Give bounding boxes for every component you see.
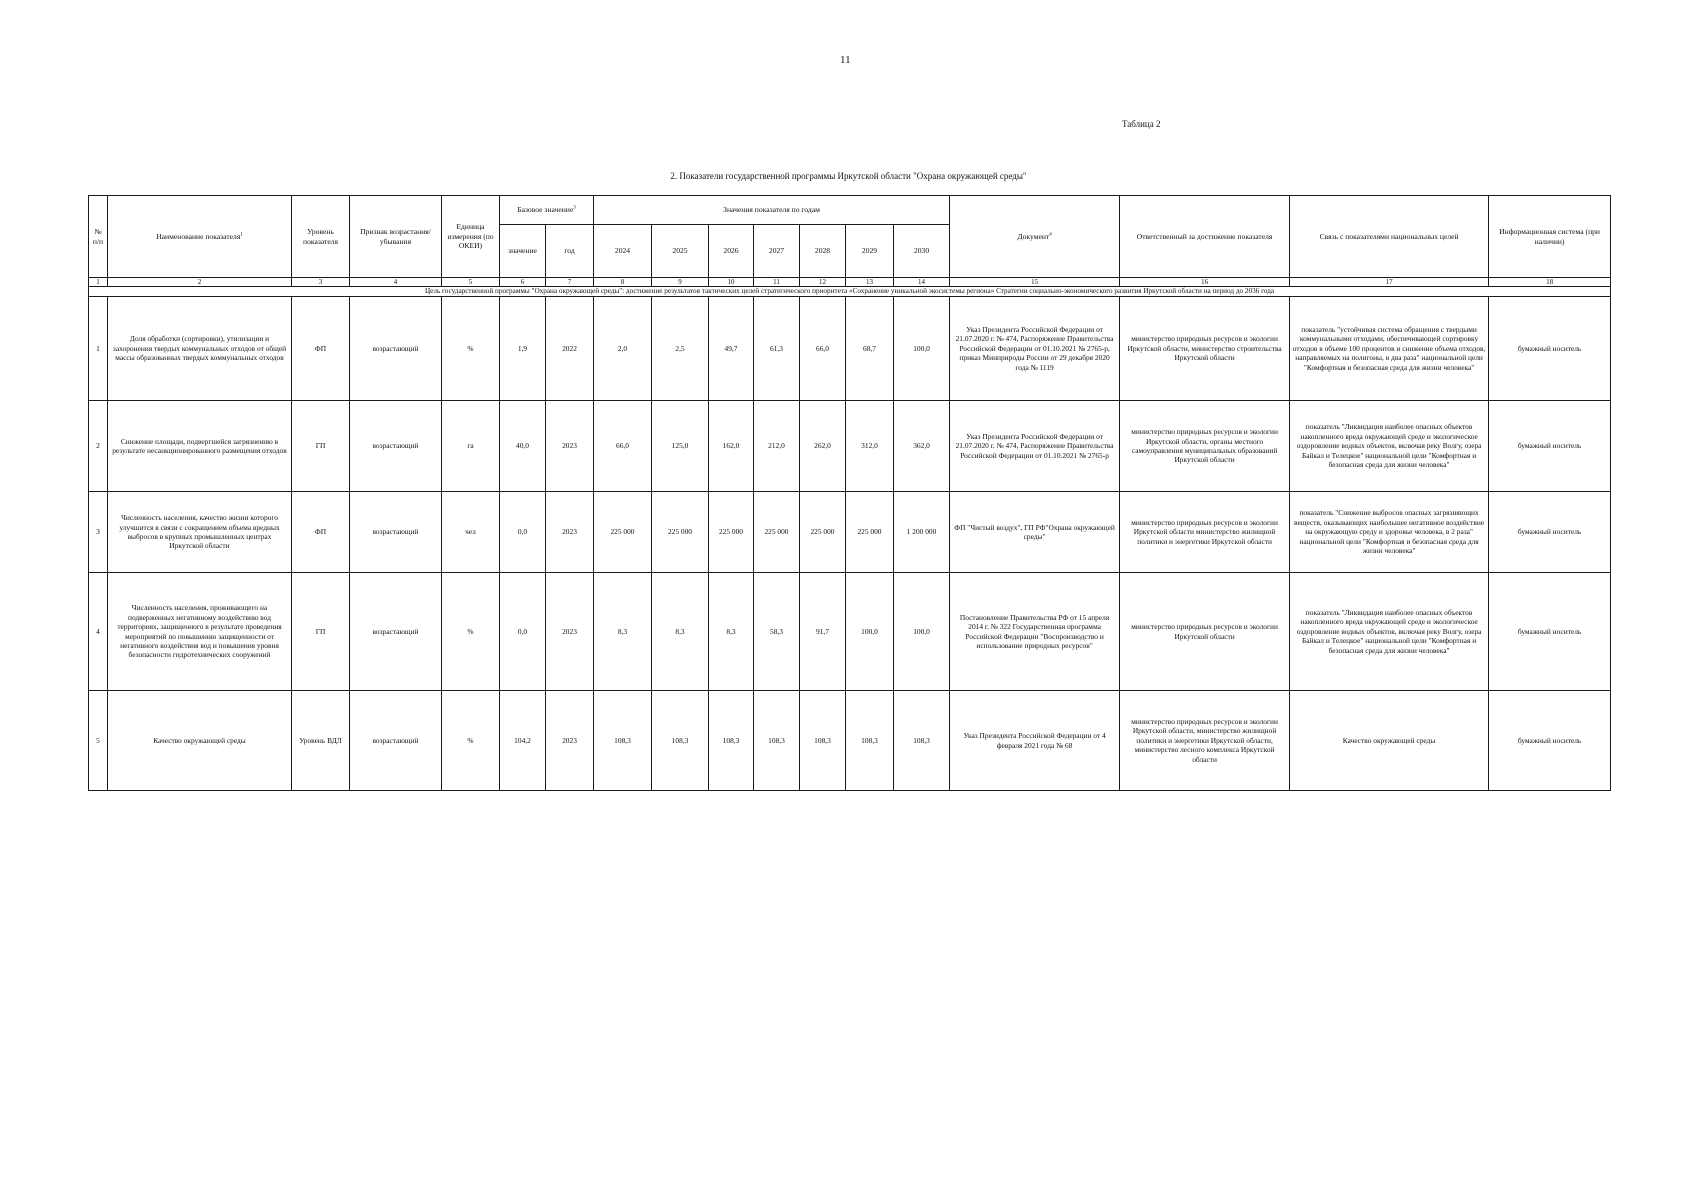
- document: ФП "Чистый воздух", ГП РФ"Охрана окружающей среды": [950, 492, 1120, 573]
- header-unit: Единица измерения (по ОКЕИ): [442, 196, 500, 278]
- row-num: 3: [89, 492, 108, 573]
- header-link: Связь с показателями национальных целей: [1290, 196, 1489, 278]
- info-system: бумажный носитель: [1489, 492, 1611, 573]
- base-year: 2022: [546, 297, 594, 401]
- value-2030: 1 200 000: [894, 492, 950, 573]
- table-row: [89, 492, 1611, 573]
- header-year-2030: 2030: [894, 225, 950, 278]
- table-row: [89, 401, 1611, 492]
- colnum: 7: [546, 278, 594, 287]
- document: Указ Президента Российской Федерации от 21.07.2020 г. № 474, Распоряжение Правительства Российской Федерации от 01.10.2021 № 2765-р: [950, 401, 1120, 492]
- national-goal-link: показатель "Ликвидация наиболее опасных объектов накопленного вреда окружающей среде и экологическое оздоровление водных объектов, включая реку Волгу, озера Байкал и Телецкое" национальной цели "Комфортная и безопасная среда для жизни человека": [1290, 401, 1489, 492]
- base-year: 2023: [546, 492, 594, 573]
- page-number: 11: [840, 54, 851, 66]
- value-2026: 108,3: [709, 691, 754, 791]
- indicator-level: ФП: [292, 492, 350, 573]
- header-by-years: Значения показателя по годам: [594, 196, 950, 225]
- value-2024: 8,3: [594, 573, 652, 691]
- table-title: 2. Показатели государственной программы Иркутской области "Охрана окружающей среды": [670, 171, 1027, 181]
- value-2028: 225 000: [800, 492, 846, 573]
- program-goal: Цель государственной программы "Охрана окружающей среды": достижение результатов тактических целей стратегического приоритета «Сохранение уникальной экосистемы региона» Стратегии социально-экономического развития Иркутской области на период до 2036 года: [89, 287, 1611, 297]
- indicator-name: Снижение площади, подвергшейся загрязнению в результате несанкционированного размещения отходов: [108, 401, 292, 492]
- value-2029: 312,0: [846, 401, 894, 492]
- colnum: 10: [709, 278, 754, 287]
- row-num: 5: [89, 691, 108, 791]
- table-row: [89, 691, 1611, 791]
- indicator-name: Численность населения, проживающего на подверженных негативному воздействию вод территориях, защищенного в результате проведения мероприятий по повышению защищенности от негативного воздействия вод и повышения уровня безопасности гидротехнических сооружений: [108, 573, 292, 691]
- header-responsible: Ответственный за достижение показателя: [1120, 196, 1290, 278]
- header-year-2028: 2028: [800, 225, 846, 278]
- table-row: [89, 573, 1611, 691]
- indicator-level: Уровень ВДЛ: [292, 691, 350, 791]
- base-year: 2023: [546, 573, 594, 691]
- value-2024: 225 000: [594, 492, 652, 573]
- header-year-2026: 2026: [709, 225, 754, 278]
- header-year-2027: 2027: [754, 225, 800, 278]
- value-2027: 225 000: [754, 492, 800, 573]
- indicator-unit: %: [442, 297, 500, 401]
- colnum: 18: [1489, 278, 1611, 287]
- indicator-trend: возрастающий: [350, 573, 442, 691]
- responsible: министерство природных ресурсов и экологии Иркутской области, органы местного самоуправления муниципальных образований Иркутской области: [1120, 401, 1290, 492]
- indicator-name: Численность населения, качество жизни которого улучшится в связи с сокращением объема вредных выбросов в крупных промышленных центрах Иркутской области: [108, 492, 292, 573]
- goal-row: [89, 287, 1611, 297]
- value-2026: 225 000: [709, 492, 754, 573]
- value-2029: 68,7: [846, 297, 894, 401]
- indicator-trend: возрастающий: [350, 691, 442, 791]
- indicator-level: ГП: [292, 573, 350, 691]
- value-2026: 162,0: [709, 401, 754, 492]
- value-2029: 100,0: [846, 573, 894, 691]
- document: Указ Президента Российской Федерации от 4 февраля 2021 года № 68: [950, 691, 1120, 791]
- header-level: Уровень показателя: [292, 196, 350, 278]
- header-infosys: Информационная система (при наличии): [1489, 196, 1611, 278]
- value-2030: 362,0: [894, 401, 950, 492]
- base-value: 0,0: [500, 573, 546, 691]
- base-value: 104,2: [500, 691, 546, 791]
- responsible: министерство природных ресурсов и экологии Иркутской области министерство жилищной политики и энергетики Иркутской области: [1120, 492, 1290, 573]
- value-2025: 108,3: [652, 691, 709, 791]
- national-goal-link: Качество окружающей среды: [1290, 691, 1489, 791]
- indicators-table: [88, 195, 1611, 791]
- value-2028: 262,0: [800, 401, 846, 492]
- value-2025: 125,0: [652, 401, 709, 492]
- header-document-note: 4: [1049, 232, 1052, 238]
- colnum: 13: [846, 278, 894, 287]
- indicator-unit: га: [442, 401, 500, 492]
- table-row: [89, 297, 1611, 401]
- indicator-name: Доля обработки (сортировки), утилизации и захоронения твердых коммунальных отходов от общей массы образованных твердых коммунальных отходов: [108, 297, 292, 401]
- indicator-unit: %: [442, 691, 500, 791]
- colnum: 6: [500, 278, 546, 287]
- info-system: бумажный носитель: [1489, 691, 1611, 791]
- value-2028: 66,0: [800, 297, 846, 401]
- value-2030: 100,0: [894, 573, 950, 691]
- value-2030: 100,0: [894, 297, 950, 401]
- header-document: [950, 196, 1120, 278]
- colnum: 1: [89, 278, 108, 287]
- header-base-note: 3: [573, 205, 576, 211]
- value-2024: 108,3: [594, 691, 652, 791]
- info-system: бумажный носитель: [1489, 573, 1611, 691]
- value-2028: 91,7: [800, 573, 846, 691]
- indicator-trend: возрастающий: [350, 401, 442, 492]
- header-trend: Признак возрастания/убывания: [350, 196, 442, 278]
- base-year: 2023: [546, 401, 594, 492]
- row-num: 4: [89, 573, 108, 691]
- base-value: 0,0: [500, 492, 546, 573]
- row-num: 1: [89, 297, 108, 401]
- info-system: бумажный носитель: [1489, 401, 1611, 492]
- indicator-name: Качество окружающей среды: [108, 691, 292, 791]
- header-year-2024: 2024: [594, 225, 652, 278]
- info-system: бумажный носитель: [1489, 297, 1611, 401]
- national-goal-link: показатель "устойчивая система обращения с твердыми коммунальными отходами, обеспечивающей сортировку отходов в объеме 100 процентов и снижение объема отходов, направляемых на полигоны, в два раза" национальной цели "Комфортная и безопасная среда для жизни человека": [1290, 297, 1489, 401]
- value-2026: 49,7: [709, 297, 754, 401]
- header-row-1: [89, 196, 1611, 225]
- header-year-2029: 2029: [846, 225, 894, 278]
- document: Постановление Правительства РФ от 15 апреля 2014 г. № 322 Государственная программа Российской Федерации "Воспроизводство и использование природных ресурсов": [950, 573, 1120, 691]
- indicator-trend: возрастающий: [350, 297, 442, 401]
- header-year-2025: 2025: [652, 225, 709, 278]
- value-2025: 225 000: [652, 492, 709, 573]
- value-2025: 8,3: [652, 573, 709, 691]
- value-2026: 8,3: [709, 573, 754, 691]
- base-value: 1,9: [500, 297, 546, 401]
- value-2027: 58,3: [754, 573, 800, 691]
- colnum: 5: [442, 278, 500, 287]
- colnum: 3: [292, 278, 350, 287]
- responsible: министерство природных ресурсов и экологии Иркутской области: [1120, 573, 1290, 691]
- document: Указ Президента Российской Федерации от 21.07.2020 г. № 474, Распоряжение Правительства Российской Федерации от 01.10.2021 № 2765-р, приказ Минприроды России от 29 декабря 2020 года № 1119: [950, 297, 1120, 401]
- value-2027: 212,0: [754, 401, 800, 492]
- header-num: № п/п: [89, 196, 108, 278]
- indicator-trend: возрастающий: [350, 492, 442, 573]
- header-document-text: Документ: [1017, 231, 1050, 241]
- colnum: 4: [350, 278, 442, 287]
- base-year: 2023: [546, 691, 594, 791]
- colnum: 16: [1120, 278, 1290, 287]
- colnum: 15: [950, 278, 1120, 287]
- value-2024: 66,0: [594, 401, 652, 492]
- header-name-text: Наименование показателя: [156, 231, 241, 241]
- national-goal-link: показатель "Снижение выбросов опасных загрязняющих веществ, оказывающих наибольшее негативное воздействие на окружающую среду и здоровье человека, в 2 раза" национальной цели "Комфортная и безопасная среда для жизни человека": [1290, 492, 1489, 573]
- colnum: 11: [754, 278, 800, 287]
- colnum: 12: [800, 278, 846, 287]
- value-2027: 108,3: [754, 691, 800, 791]
- colnum: 2: [108, 278, 292, 287]
- colnum: 17: [1290, 278, 1489, 287]
- row-num: 2: [89, 401, 108, 492]
- colnum: 9: [652, 278, 709, 287]
- national-goal-link: показатель "Ликвидация наиболее опасных объектов накопленного вреда окружающей среде и экологическое оздоровление водных объектов, включая реку Волгу, озера Байкал и Телецкое" национальной цели "Комфортная и безопасная среда для жизни человека": [1290, 573, 1489, 691]
- value-2024: 2,0: [594, 297, 652, 401]
- value-2029: 108,3: [846, 691, 894, 791]
- indicator-unit: чел: [442, 492, 500, 573]
- value-2030: 108,3: [894, 691, 950, 791]
- header-name-note: 1: [240, 232, 243, 238]
- base-value: 40,0: [500, 401, 546, 492]
- header-base-year: год: [546, 225, 594, 278]
- indicator-level: ГП: [292, 401, 350, 492]
- colnum: 8: [594, 278, 652, 287]
- table-label: Таблица 2: [1122, 119, 1161, 129]
- responsible: министерство природных ресурсов и экологии Иркутской области, министерство строительства Иркутской области: [1120, 297, 1290, 401]
- indicator-level: ФП: [292, 297, 350, 401]
- value-2027: 61,3: [754, 297, 800, 401]
- indicator-unit: %: [442, 573, 500, 691]
- column-numbers-row: [89, 278, 1611, 287]
- header-base: [500, 196, 594, 225]
- header-base-value: значение: [500, 225, 546, 278]
- header-name: [108, 196, 292, 278]
- responsible: министерство природных ресурсов и экологии Иркутской области, министерство жилищной политики и энергетики Иркутской области, министерство лесного комплекса Иркутской области: [1120, 691, 1290, 791]
- value-2025: 2,5: [652, 297, 709, 401]
- value-2029: 225 000: [846, 492, 894, 573]
- value-2028: 108,3: [800, 691, 846, 791]
- colnum: 14: [894, 278, 950, 287]
- header-base-text: Базовое значение: [517, 205, 574, 215]
